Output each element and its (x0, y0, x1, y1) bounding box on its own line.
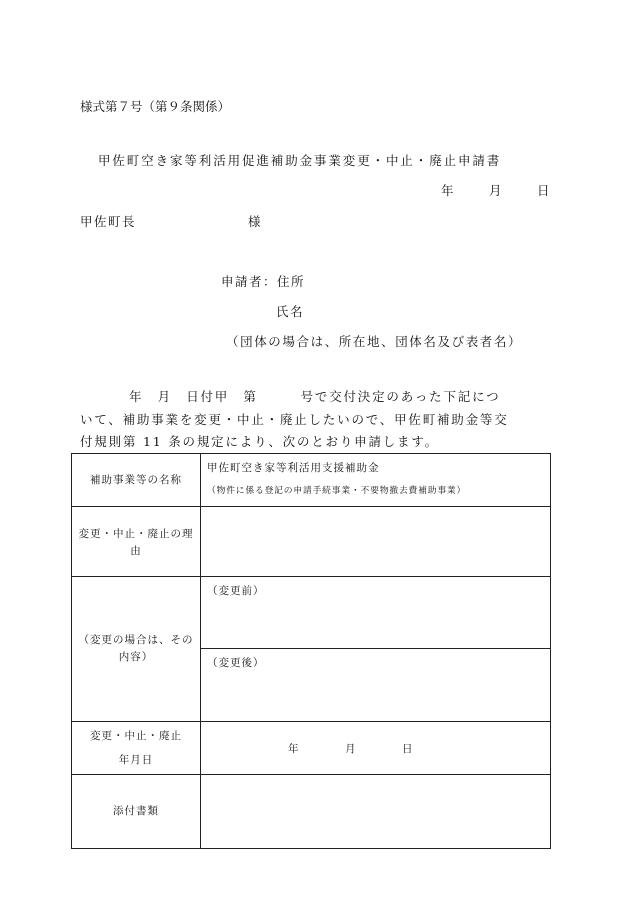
body-line: いて、補助事業を変更・中止・廃止したいので、甲佐町補助金等交 (80, 412, 509, 427)
table-row (72, 454, 551, 507)
page-title: 甲佐町空き家等利活用促進補助金事業変更・中止・廃止申請書 (98, 153, 502, 168)
attachments-label: 添付書類 (72, 775, 201, 849)
reason-input-cell[interactable] (201, 507, 551, 577)
change-after-label: （変更後） (207, 657, 265, 669)
reason-label-cell (72, 507, 201, 577)
change-before-label: （変更前） (207, 585, 265, 597)
date-year: 年 (441, 183, 454, 198)
change-date-month: 月 (345, 743, 357, 755)
table-row (72, 507, 551, 577)
change-after-cell[interactable] (201, 649, 551, 722)
date-month: 月 (489, 183, 502, 198)
table-row (72, 722, 551, 775)
body-line: 年 月 日付甲 第 号で交付決定のあった下記につ (129, 389, 501, 404)
attachments-cell[interactable] (201, 775, 551, 849)
addressee-honorific: 様 (248, 214, 261, 229)
date-day: 日 (537, 183, 550, 198)
change-date-label-cell (72, 722, 201, 775)
subsidy-name-sub: （物件に係る登記の申請手続事業・不要物撤去費補助事業） (207, 486, 467, 496)
addressee-name: 甲佐町長 (80, 214, 137, 229)
change-date-year: 年 (288, 743, 300, 755)
form-number: 様式第７号（第９条関係） (80, 99, 231, 114)
change-date-cell[interactable] (201, 722, 551, 775)
table-row (72, 775, 551, 849)
table-row (72, 577, 551, 649)
application-table (71, 453, 551, 849)
subsidy-name-value: 甲佐町空き家等利活用支援補助金 (207, 462, 380, 474)
applicant-note: （団体の場合は、所在地、団体名及び表者名） (226, 334, 523, 349)
change-date-day: 日 (402, 743, 414, 755)
subsidy-name-cell (201, 454, 551, 507)
applicant-address-label: 申請者：住所 (221, 274, 306, 289)
change-date-label-line2: 年月日 (118, 754, 154, 766)
change-content-label: （変更の場合は、その内容） (78, 634, 194, 663)
change-date-label-line1: 変更・中止・廃止 (90, 730, 182, 742)
applicant-name-label: 氏名 (276, 304, 305, 319)
body-line: 付規則第 11 条の規定により、次のとおり申請します。 (80, 434, 439, 449)
subsidy-name-label: 補助事業等の名称 (72, 454, 201, 507)
change-before-cell[interactable] (201, 577, 551, 649)
change-content-label-cell (72, 577, 201, 722)
reason-label: 変更・中止・廃止の理由 (78, 528, 194, 557)
